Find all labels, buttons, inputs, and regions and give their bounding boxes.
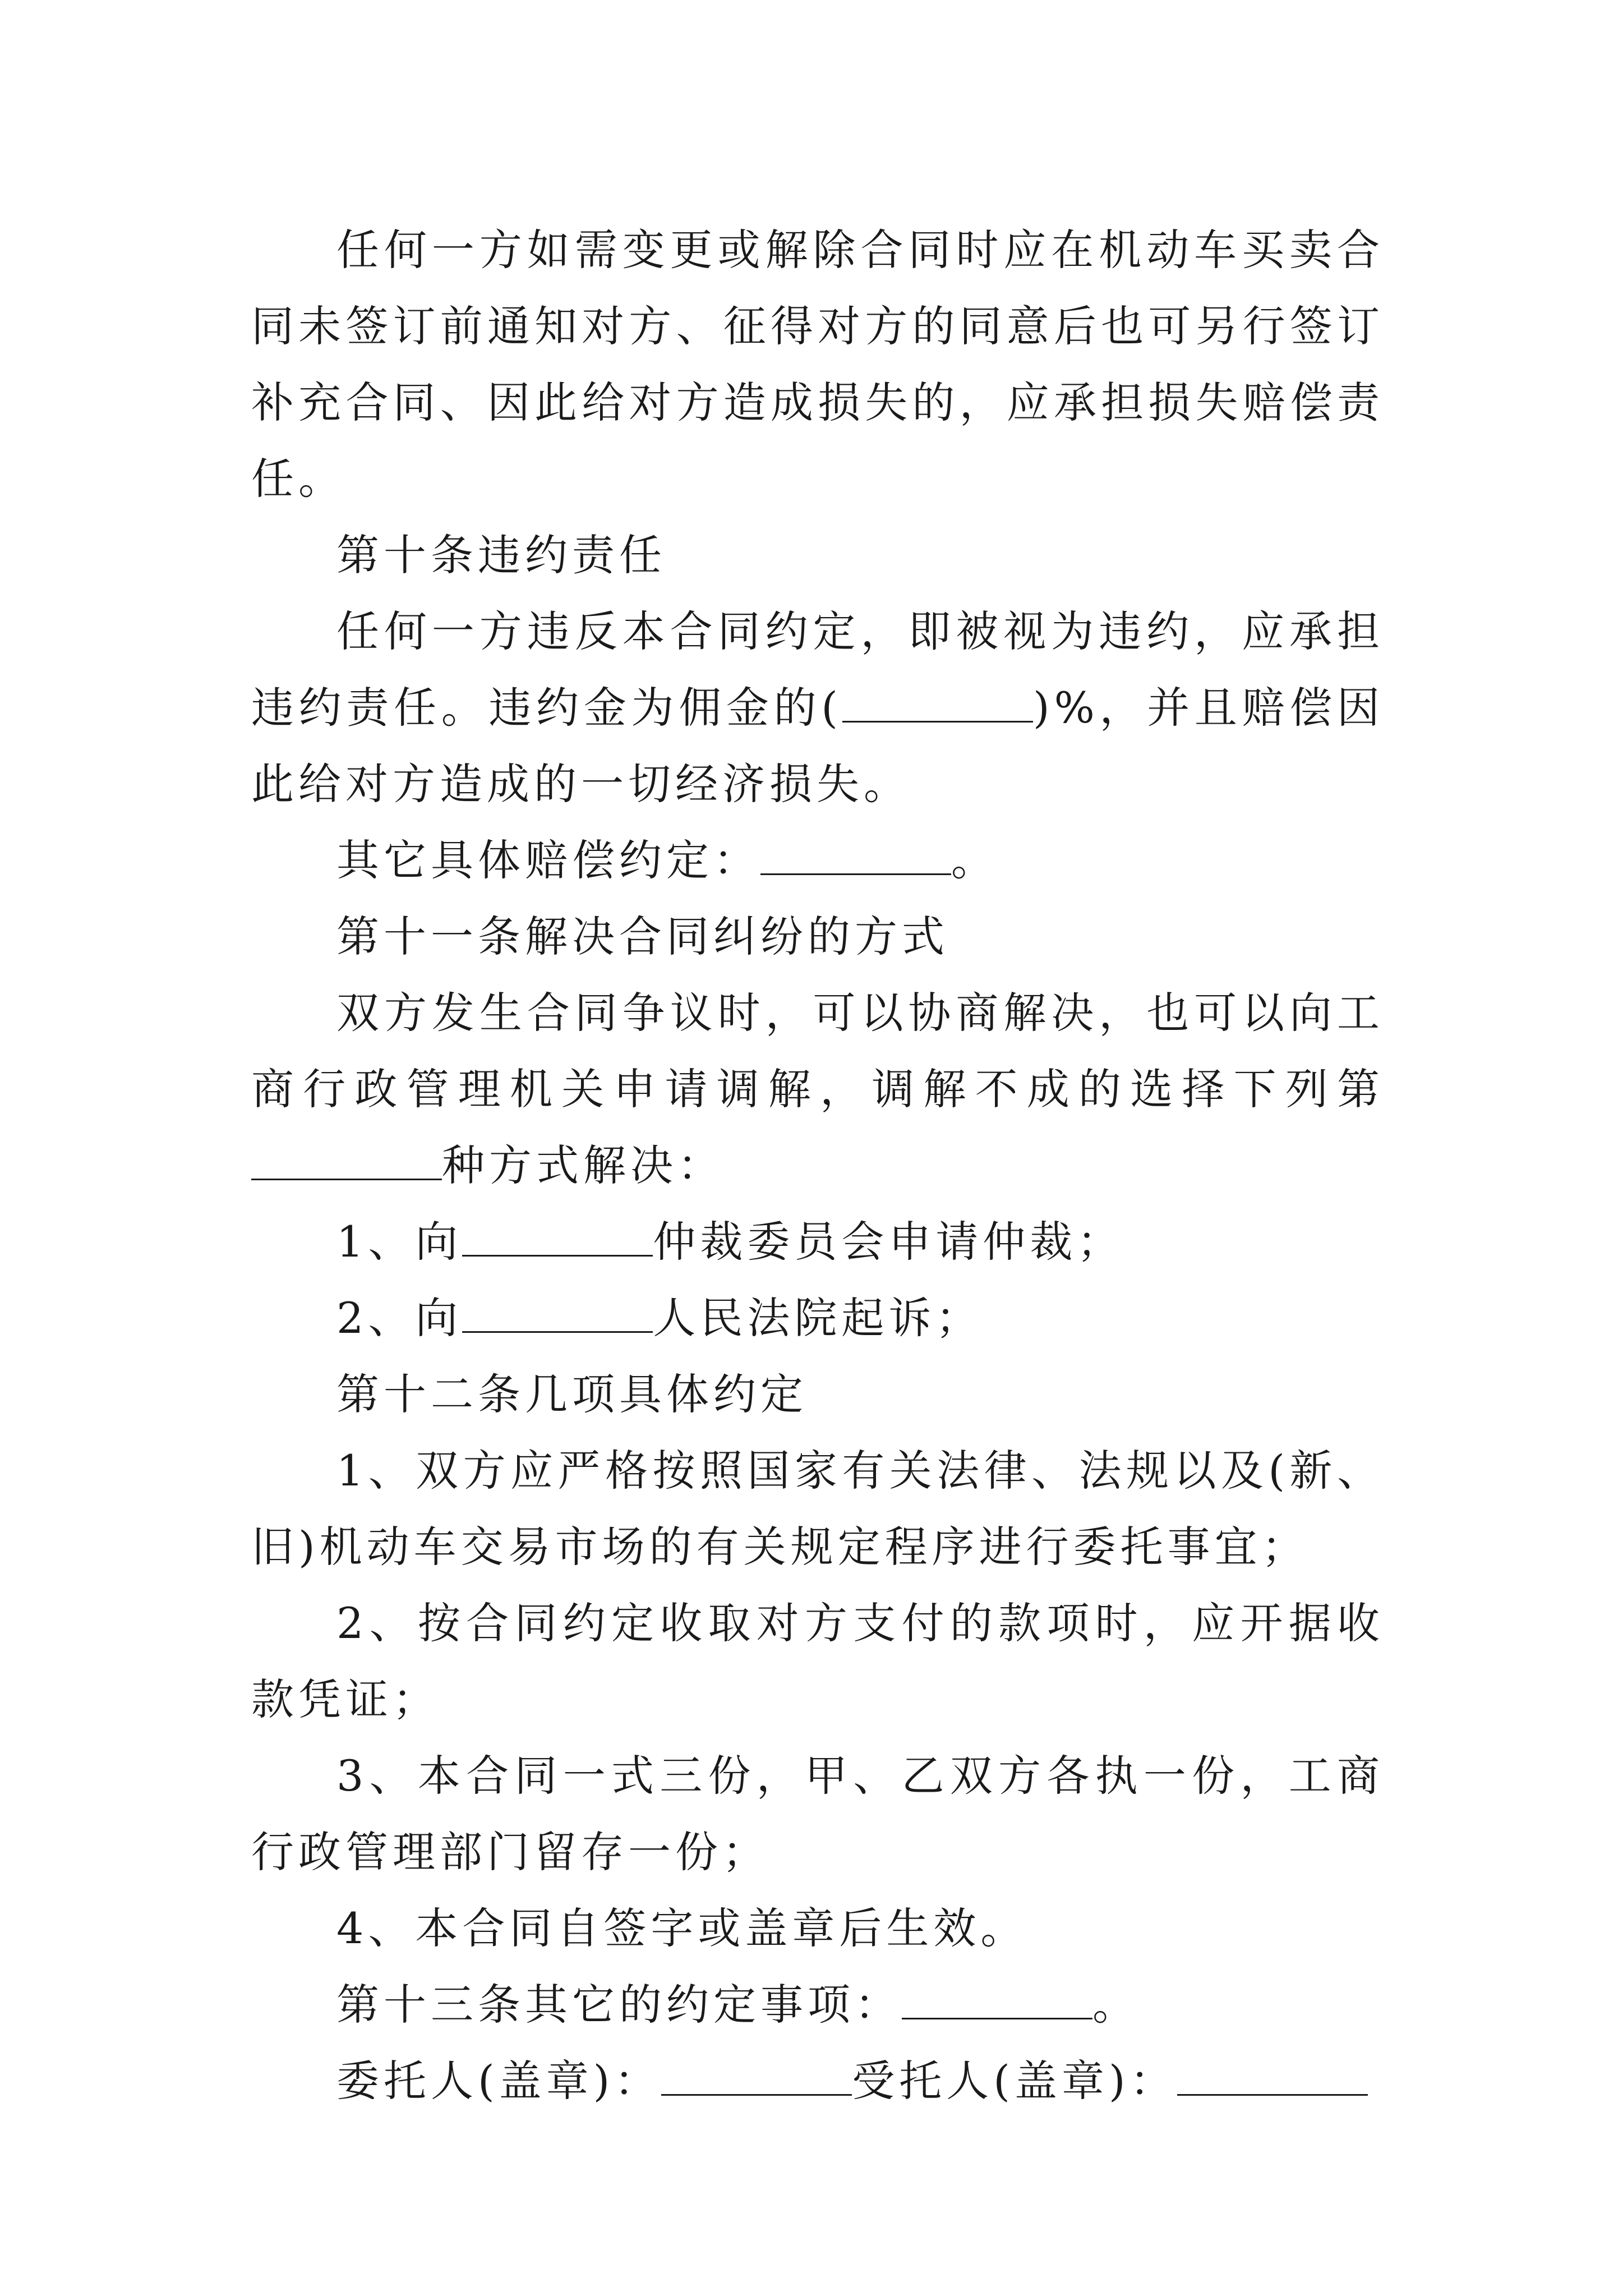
paragraph-text: 其它具体赔偿约定： (336, 835, 760, 885)
fill-blank-other-matters[interactable] (902, 1984, 1092, 2019)
fill-blank-principal-seal[interactable] (661, 2060, 852, 2096)
heading-text: 第十三条其它的约定事项： (336, 1980, 902, 2030)
signature-row (251, 2043, 1384, 2119)
list-item-text: 3、本合同一式三份，甲、乙双方各执一份，工商行政管理部门留存一份； (251, 1751, 1384, 1877)
fill-blank-resolution-method[interactable] (251, 1145, 442, 1180)
heading-article-11 (251, 899, 1384, 975)
list-item-text: 仲裁委员会申请仲裁； (653, 1217, 1124, 1267)
document-body (251, 212, 1384, 2119)
list-item-legal-compliance (251, 1433, 1384, 1585)
heading-text: 第十条违约责任 (336, 530, 666, 580)
paragraph-text: 任何一方违反本合同约定，即被视为违约，应承担违约责任。违约金为佣金的( (251, 606, 1384, 733)
signature-label-principal: 委托人(盖章)： (336, 2056, 662, 2106)
paragraph-text: 任何一方如需变更或解除合同时应在机动车买卖合同未签订前通知对方、征得对方的同意后也可另行签订补充合同、因此给对方造成损失的，应承担损失赔偿责任。 (251, 225, 1384, 504)
list-item-text: 1、双方应严格按照国家有关法律、法规以及(新、旧)机动车交易市场的有关规定程序进行委托事宜； (251, 1446, 1384, 1572)
list-item-copies (251, 1738, 1384, 1890)
list-item-text: 4、本合同自签字或盖章后生效。 (336, 1903, 1028, 1953)
list-item-court (251, 1280, 1384, 1356)
fill-blank-agent-seal[interactable] (1177, 2060, 1368, 2096)
paragraph-breach-liability (251, 593, 1384, 822)
list-item-effective (251, 1890, 1384, 1967)
paragraph-other-compensation (251, 822, 1384, 899)
list-item-receipt (251, 1585, 1384, 1738)
heading-article-12 (251, 1356, 1384, 1433)
paragraph-text: 种方式解决： (442, 1140, 725, 1190)
list-item-text: 2、按合同约定收取对方支付的款项时，应开据收款凭证； (251, 1598, 1384, 1724)
paragraph-dispute-resolution (251, 975, 1384, 1204)
paragraph-contract-change (251, 212, 1384, 517)
paragraph-text: 双方发生合同争议时，可以协商解决，也可以向工商行政管理机关申请调解，调解不成的选择下列第 (251, 988, 1384, 1114)
fill-blank-other-compensation[interactable] (760, 840, 951, 875)
list-item-arbitration (251, 1204, 1384, 1280)
fill-blank-penalty-percent[interactable] (842, 687, 1033, 723)
paragraph-text: 。 (1092, 1980, 1140, 2030)
list-item-text: 1、向 (336, 1217, 463, 1267)
heading-text: 第十一条解决合同纠纷的方式 (336, 912, 949, 961)
heading-text: 第十二条几项具体约定 (336, 1369, 808, 1419)
list-item-text: 人民法院起诉； (653, 1293, 983, 1343)
fill-blank-court[interactable] (462, 1297, 653, 1333)
heading-article-10 (251, 517, 1384, 593)
fill-blank-arbitration-committee[interactable] (462, 1221, 653, 1257)
heading-article-13 (251, 1967, 1384, 2043)
signature-label-agent: 受托人(盖章)： (852, 2056, 1177, 2106)
paragraph-text: )%，并且赔偿因此给对方造成的一切经济损失。 (251, 683, 1384, 809)
paragraph-text: 。 (951, 835, 998, 885)
list-item-text: 2、向 (336, 1293, 463, 1343)
